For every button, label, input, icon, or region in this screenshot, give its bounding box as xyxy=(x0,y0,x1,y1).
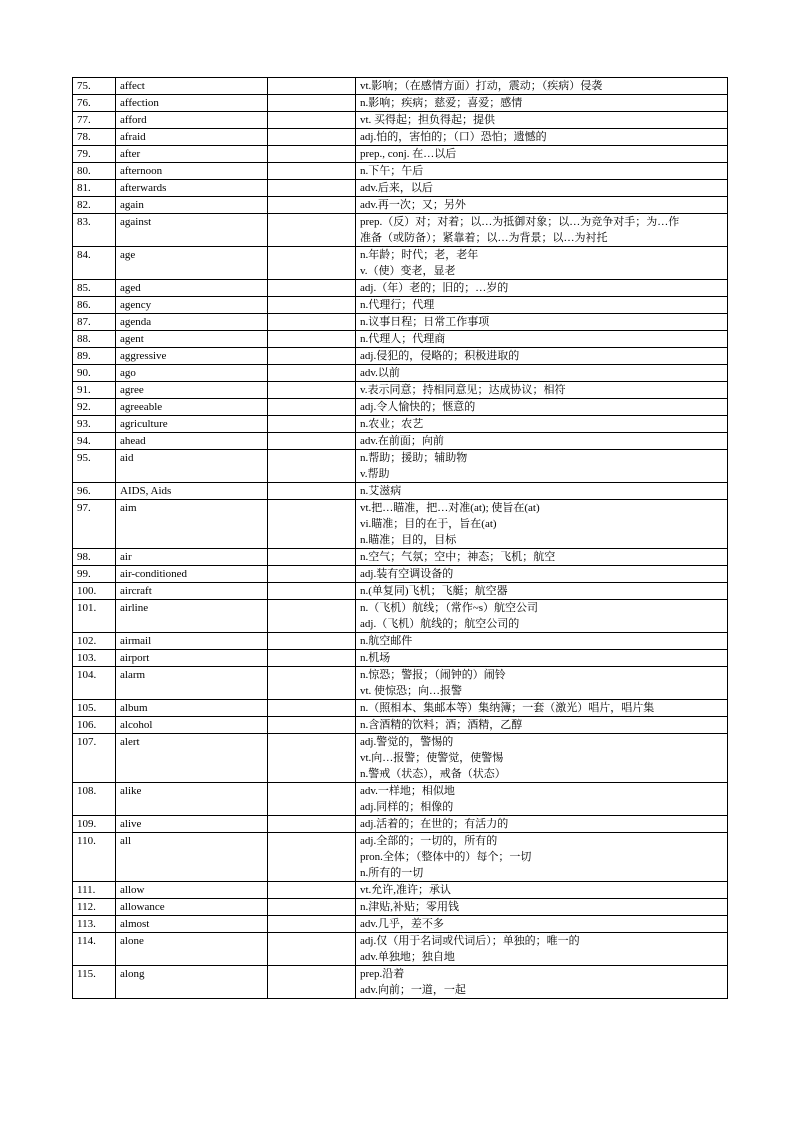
entry-definition xyxy=(356,450,728,483)
entry-blank-cell xyxy=(268,734,356,783)
definition-line: v.表示同意；持相同意见；达成协议；相符 xyxy=(360,384,566,396)
entry-blank-cell xyxy=(268,163,356,180)
entry-blank-cell xyxy=(268,129,356,146)
table-row xyxy=(73,600,728,633)
entry-definition xyxy=(356,700,728,717)
entry-word: along xyxy=(116,966,268,999)
entry-definition xyxy=(356,566,728,583)
entry-blank-cell xyxy=(268,297,356,314)
definition-line: vi.瞄准；目的在于，旨在(at) xyxy=(360,518,497,530)
table-row xyxy=(73,95,728,112)
definition-line: vt.向…报警；使警觉，使警惕 xyxy=(360,752,504,764)
entry-definition xyxy=(356,783,728,816)
entry-number: 111. xyxy=(73,882,116,899)
definition-line: adj.（年）老的；旧的；…岁的 xyxy=(360,282,509,294)
entry-blank-cell xyxy=(268,314,356,331)
table-row xyxy=(73,734,728,783)
entry-number: 102. xyxy=(73,633,116,650)
entry-number: 75. xyxy=(73,78,116,95)
entry-blank-cell xyxy=(268,583,356,600)
entry-blank-cell xyxy=(268,331,356,348)
entry-number: 110. xyxy=(73,833,116,882)
entry-blank-cell xyxy=(268,833,356,882)
entry-word: agree xyxy=(116,382,268,399)
entry-blank-cell xyxy=(268,500,356,549)
entry-definition xyxy=(356,180,728,197)
table-row xyxy=(73,146,728,163)
entry-word: aid xyxy=(116,450,268,483)
entry-word: affect xyxy=(116,78,268,95)
entry-number: 91. xyxy=(73,382,116,399)
entry-number: 112. xyxy=(73,899,116,916)
entry-word: afraid xyxy=(116,129,268,146)
document-page xyxy=(72,77,728,999)
table-row xyxy=(73,583,728,600)
entry-word: allow xyxy=(116,882,268,899)
entry-blank-cell xyxy=(268,783,356,816)
definition-line: n.农业；农艺 xyxy=(360,418,424,430)
entry-word: age xyxy=(116,247,268,280)
entry-definition xyxy=(356,331,728,348)
entry-number: 96. xyxy=(73,483,116,500)
entry-blank-cell xyxy=(268,280,356,297)
definition-line: adj.同样的；相像的 xyxy=(360,801,454,813)
entry-blank-cell xyxy=(268,416,356,433)
table-row xyxy=(73,78,728,95)
entry-definition xyxy=(356,95,728,112)
definition-line: n.艾滋病 xyxy=(360,485,402,497)
definition-line: n.影响；疾病；慈爱；喜爱；感情 xyxy=(360,97,523,109)
table-row xyxy=(73,163,728,180)
definition-line: adv.单独地；独自地 xyxy=(360,951,455,963)
table-row xyxy=(73,650,728,667)
table-row xyxy=(73,382,728,399)
entry-blank-cell xyxy=(268,365,356,382)
entry-word: agreeable xyxy=(116,399,268,416)
definition-line: n.帮助；援助；辅助物 xyxy=(360,452,468,464)
entry-definition xyxy=(356,483,728,500)
entry-definition xyxy=(356,382,728,399)
entry-definition xyxy=(356,163,728,180)
entry-blank-cell xyxy=(268,180,356,197)
entry-word: alone xyxy=(116,933,268,966)
definition-line: prep.沿着 xyxy=(360,968,405,980)
entry-number: 98. xyxy=(73,549,116,566)
definition-line: n.下午；午后 xyxy=(360,165,424,177)
entry-blank-cell xyxy=(268,450,356,483)
entry-word: agent xyxy=(116,331,268,348)
entry-word: air-conditioned xyxy=(116,566,268,583)
entry-number: 78. xyxy=(73,129,116,146)
entry-blank-cell xyxy=(268,816,356,833)
entry-word: alike xyxy=(116,783,268,816)
entry-definition xyxy=(356,600,728,633)
definition-line: adv.以前 xyxy=(360,367,400,379)
table-row xyxy=(73,129,728,146)
entry-definition xyxy=(356,314,728,331)
entry-word: against xyxy=(116,214,268,247)
entry-word: aged xyxy=(116,280,268,297)
definition-line: adv.后来，以后 xyxy=(360,182,433,194)
entry-number: 89. xyxy=(73,348,116,365)
entry-number: 86. xyxy=(73,297,116,314)
entry-blank-cell xyxy=(268,197,356,214)
entry-number: 100. xyxy=(73,583,116,600)
entry-number: 92. xyxy=(73,399,116,416)
definition-line: v.帮助 xyxy=(360,468,390,480)
entry-definition xyxy=(356,297,728,314)
definition-line: n.(单复同)飞机；飞艇；航空器 xyxy=(360,585,508,597)
definition-line: n.（飞机）航线；（常作~s）航空公司 xyxy=(360,602,538,614)
table-row xyxy=(73,833,728,882)
entry-blank-cell xyxy=(268,112,356,129)
entry-definition xyxy=(356,816,728,833)
table-row xyxy=(73,483,728,500)
definition-line: n.含酒精的饮料；酒；酒精，乙醇 xyxy=(360,719,523,731)
entry-definition xyxy=(356,365,728,382)
table-row xyxy=(73,214,728,247)
table-row xyxy=(73,916,728,933)
table-row xyxy=(73,416,728,433)
entry-number: 77. xyxy=(73,112,116,129)
table-row xyxy=(73,783,728,816)
entry-word: after xyxy=(116,146,268,163)
entry-blank-cell xyxy=(268,483,356,500)
entry-number: 104. xyxy=(73,667,116,700)
entry-blank-cell xyxy=(268,966,356,999)
entry-blank-cell xyxy=(268,382,356,399)
entry-blank-cell xyxy=(268,95,356,112)
entry-number: 94. xyxy=(73,433,116,450)
entry-blank-cell xyxy=(268,933,356,966)
entry-word: allowance xyxy=(116,899,268,916)
entry-definition xyxy=(356,882,728,899)
entry-blank-cell xyxy=(268,348,356,365)
definition-line: n.议事日程；日常工作事项 xyxy=(360,316,490,328)
definition-line: n.代理行；代理 xyxy=(360,299,435,311)
entry-blank-cell xyxy=(268,549,356,566)
definition-line: 准备（或防备）；紧靠着；以…为背景；以…为衬托 xyxy=(360,232,608,244)
table-row xyxy=(73,700,728,717)
entry-number: 95. xyxy=(73,450,116,483)
entry-definition xyxy=(356,966,728,999)
entry-number: 81. xyxy=(73,180,116,197)
entry-definition xyxy=(356,650,728,667)
definition-line: vt.允许,准许；承认 xyxy=(360,884,452,896)
definition-line: adj.活着的；在世的；有活力的 xyxy=(360,818,509,830)
entry-number: 85. xyxy=(73,280,116,297)
entry-definition xyxy=(356,899,728,916)
entry-number: 105. xyxy=(73,700,116,717)
entry-number: 88. xyxy=(73,331,116,348)
entry-word: affection xyxy=(116,95,268,112)
entry-number: 82. xyxy=(73,197,116,214)
entry-number: 90. xyxy=(73,365,116,382)
entry-definition xyxy=(356,500,728,549)
definition-line: n.警戒（状态），戒备（状态） xyxy=(360,768,506,780)
entry-number: 97. xyxy=(73,500,116,549)
entry-number: 79. xyxy=(73,146,116,163)
vocabulary-table-body xyxy=(73,78,728,999)
entry-blank-cell xyxy=(268,916,356,933)
entry-blank-cell xyxy=(268,600,356,633)
table-row xyxy=(73,297,728,314)
entry-blank-cell xyxy=(268,214,356,247)
definition-line: adj.怕的，害怕的；（口）恐怕；遗憾的 xyxy=(360,131,547,143)
entry-word: agency xyxy=(116,297,268,314)
table-row xyxy=(73,899,728,916)
table-row xyxy=(73,882,728,899)
definition-line: adv.几乎，差不多 xyxy=(360,918,444,930)
definition-line: n.（照相本、集邮本等）集纳簿；一套（激光）唱片，唱片集 xyxy=(360,702,655,714)
definition-line: adj.（飞机）航线的；航空公司的 xyxy=(360,618,520,630)
entry-blank-cell xyxy=(268,566,356,583)
table-row xyxy=(73,112,728,129)
table-row xyxy=(73,331,728,348)
entry-word: aim xyxy=(116,500,268,549)
entry-number: 108. xyxy=(73,783,116,816)
entry-number: 99. xyxy=(73,566,116,583)
definition-line: vt. 买得起；担负得起；提供 xyxy=(360,114,496,126)
entry-blank-cell xyxy=(268,247,356,280)
table-row xyxy=(73,314,728,331)
entry-definition xyxy=(356,833,728,882)
entry-word: ago xyxy=(116,365,268,382)
table-row xyxy=(73,180,728,197)
entry-word: air xyxy=(116,549,268,566)
entry-word: album xyxy=(116,700,268,717)
entry-number: 101. xyxy=(73,600,116,633)
entry-definition xyxy=(356,933,728,966)
entry-word: alarm xyxy=(116,667,268,700)
definition-line: adv.在前面；向前 xyxy=(360,435,444,447)
entry-word: again xyxy=(116,197,268,214)
table-row xyxy=(73,450,728,483)
entry-definition xyxy=(356,112,728,129)
entry-blank-cell xyxy=(268,882,356,899)
definition-line: vt. 使惊恐；向…报警 xyxy=(360,685,463,697)
entry-number: 76. xyxy=(73,95,116,112)
entry-blank-cell xyxy=(268,78,356,95)
entry-definition xyxy=(356,247,728,280)
entry-word: almost xyxy=(116,916,268,933)
definition-line: n.机场 xyxy=(360,652,391,664)
definition-line: pron.全体；（整体中的）每个；一切 xyxy=(360,851,532,863)
table-row xyxy=(73,433,728,450)
entry-blank-cell xyxy=(268,717,356,734)
entry-blank-cell xyxy=(268,700,356,717)
table-row xyxy=(73,348,728,365)
entry-word: all xyxy=(116,833,268,882)
definition-line: n.年龄；时代；老，老年 xyxy=(360,249,479,261)
entry-number: 115. xyxy=(73,966,116,999)
entry-definition xyxy=(356,667,728,700)
entry-definition xyxy=(356,348,728,365)
definition-line: adv.一样地；相似地 xyxy=(360,785,455,797)
entry-definition xyxy=(356,146,728,163)
definition-line: adv.向前；一道，一起 xyxy=(360,984,466,996)
definition-line: n.代理人；代理商 xyxy=(360,333,446,345)
table-row xyxy=(73,933,728,966)
entry-definition xyxy=(356,583,728,600)
entry-definition xyxy=(356,717,728,734)
entry-definition xyxy=(356,78,728,95)
entry-definition xyxy=(356,197,728,214)
entry-definition xyxy=(356,416,728,433)
entry-definition xyxy=(356,399,728,416)
definition-line: adj.警觉的，警惕的 xyxy=(360,736,454,748)
entry-word: ahead xyxy=(116,433,268,450)
entry-number: 84. xyxy=(73,247,116,280)
entry-number: 109. xyxy=(73,816,116,833)
entry-number: 87. xyxy=(73,314,116,331)
entry-number: 107. xyxy=(73,734,116,783)
entry-word: agriculture xyxy=(116,416,268,433)
entry-number: 83. xyxy=(73,214,116,247)
definition-line: prep.（反）对；对着；以…为抵御对象；以…为竞争对手；为…作 xyxy=(360,216,680,228)
table-row xyxy=(73,500,728,549)
table-row xyxy=(73,365,728,382)
entry-definition xyxy=(356,633,728,650)
definition-line: n.津贴,补贴；零用钱 xyxy=(360,901,459,913)
entry-number: 106. xyxy=(73,717,116,734)
entry-word: alive xyxy=(116,816,268,833)
definition-line: prep., conj. 在…以后 xyxy=(360,148,457,160)
entry-word: AIDS, Aids xyxy=(116,483,268,500)
definition-line: adj.仅（用于名词或代词后）；单独的；唯一的 xyxy=(360,935,580,947)
definition-line: n.所有的一切 xyxy=(360,867,424,879)
table-row xyxy=(73,717,728,734)
entry-word: aircraft xyxy=(116,583,268,600)
entry-word: afternoon xyxy=(116,163,268,180)
table-row xyxy=(73,633,728,650)
entry-word: airport xyxy=(116,650,268,667)
entry-definition xyxy=(356,916,728,933)
entry-number: 113. xyxy=(73,916,116,933)
definition-line: n.瞄准；目的，目标 xyxy=(360,534,457,546)
entry-word: airmail xyxy=(116,633,268,650)
table-row xyxy=(73,549,728,566)
entry-word: afterwards xyxy=(116,180,268,197)
entry-blank-cell xyxy=(268,433,356,450)
table-row xyxy=(73,566,728,583)
entry-definition xyxy=(356,280,728,297)
definition-line: vt.影响；（在感情方面）打动，震动；（疾病）侵袭 xyxy=(360,80,603,92)
entry-definition xyxy=(356,433,728,450)
entry-number: 93. xyxy=(73,416,116,433)
definition-line: adj.侵犯的，侵略的；积极进取的 xyxy=(360,350,520,362)
entry-number: 114. xyxy=(73,933,116,966)
entry-blank-cell xyxy=(268,633,356,650)
table-row xyxy=(73,280,728,297)
entry-number: 80. xyxy=(73,163,116,180)
entry-word: airline xyxy=(116,600,268,633)
definition-line: adj.令人愉快的；惬意的 xyxy=(360,401,476,413)
definition-line: adj.全部的；一切的，所有的 xyxy=(360,835,498,847)
table-row xyxy=(73,247,728,280)
entry-blank-cell xyxy=(268,146,356,163)
table-row xyxy=(73,197,728,214)
table-row xyxy=(73,966,728,999)
entry-word: aggressive xyxy=(116,348,268,365)
table-row xyxy=(73,816,728,833)
entry-blank-cell xyxy=(268,650,356,667)
entry-word: alert xyxy=(116,734,268,783)
entry-word: afford xyxy=(116,112,268,129)
entry-word: alcohol xyxy=(116,717,268,734)
entry-blank-cell xyxy=(268,399,356,416)
entry-number: 103. xyxy=(73,650,116,667)
definition-line: v.（使）变老，显老 xyxy=(360,265,456,277)
entry-blank-cell xyxy=(268,667,356,700)
table-row xyxy=(73,667,728,700)
definition-line: n.空气；气氛；空中；神态；飞机；航空 xyxy=(360,551,556,563)
definition-line: n.航空邮件 xyxy=(360,635,413,647)
definition-line: n.惊恐；警报；（闹钟的）闹铃 xyxy=(360,669,506,681)
entry-definition xyxy=(356,214,728,247)
entry-definition xyxy=(356,549,728,566)
entry-blank-cell xyxy=(268,899,356,916)
entry-definition xyxy=(356,129,728,146)
definition-line: adv.再一次；又；另外 xyxy=(360,199,466,211)
vocabulary-table xyxy=(72,77,728,999)
definition-line: adj.装有空调设备的 xyxy=(360,568,454,580)
definition-line: vt.把…瞄准，把…对准(at); 使旨在(at) xyxy=(360,502,540,514)
entry-definition xyxy=(356,734,728,783)
table-row xyxy=(73,399,728,416)
entry-word: agenda xyxy=(116,314,268,331)
